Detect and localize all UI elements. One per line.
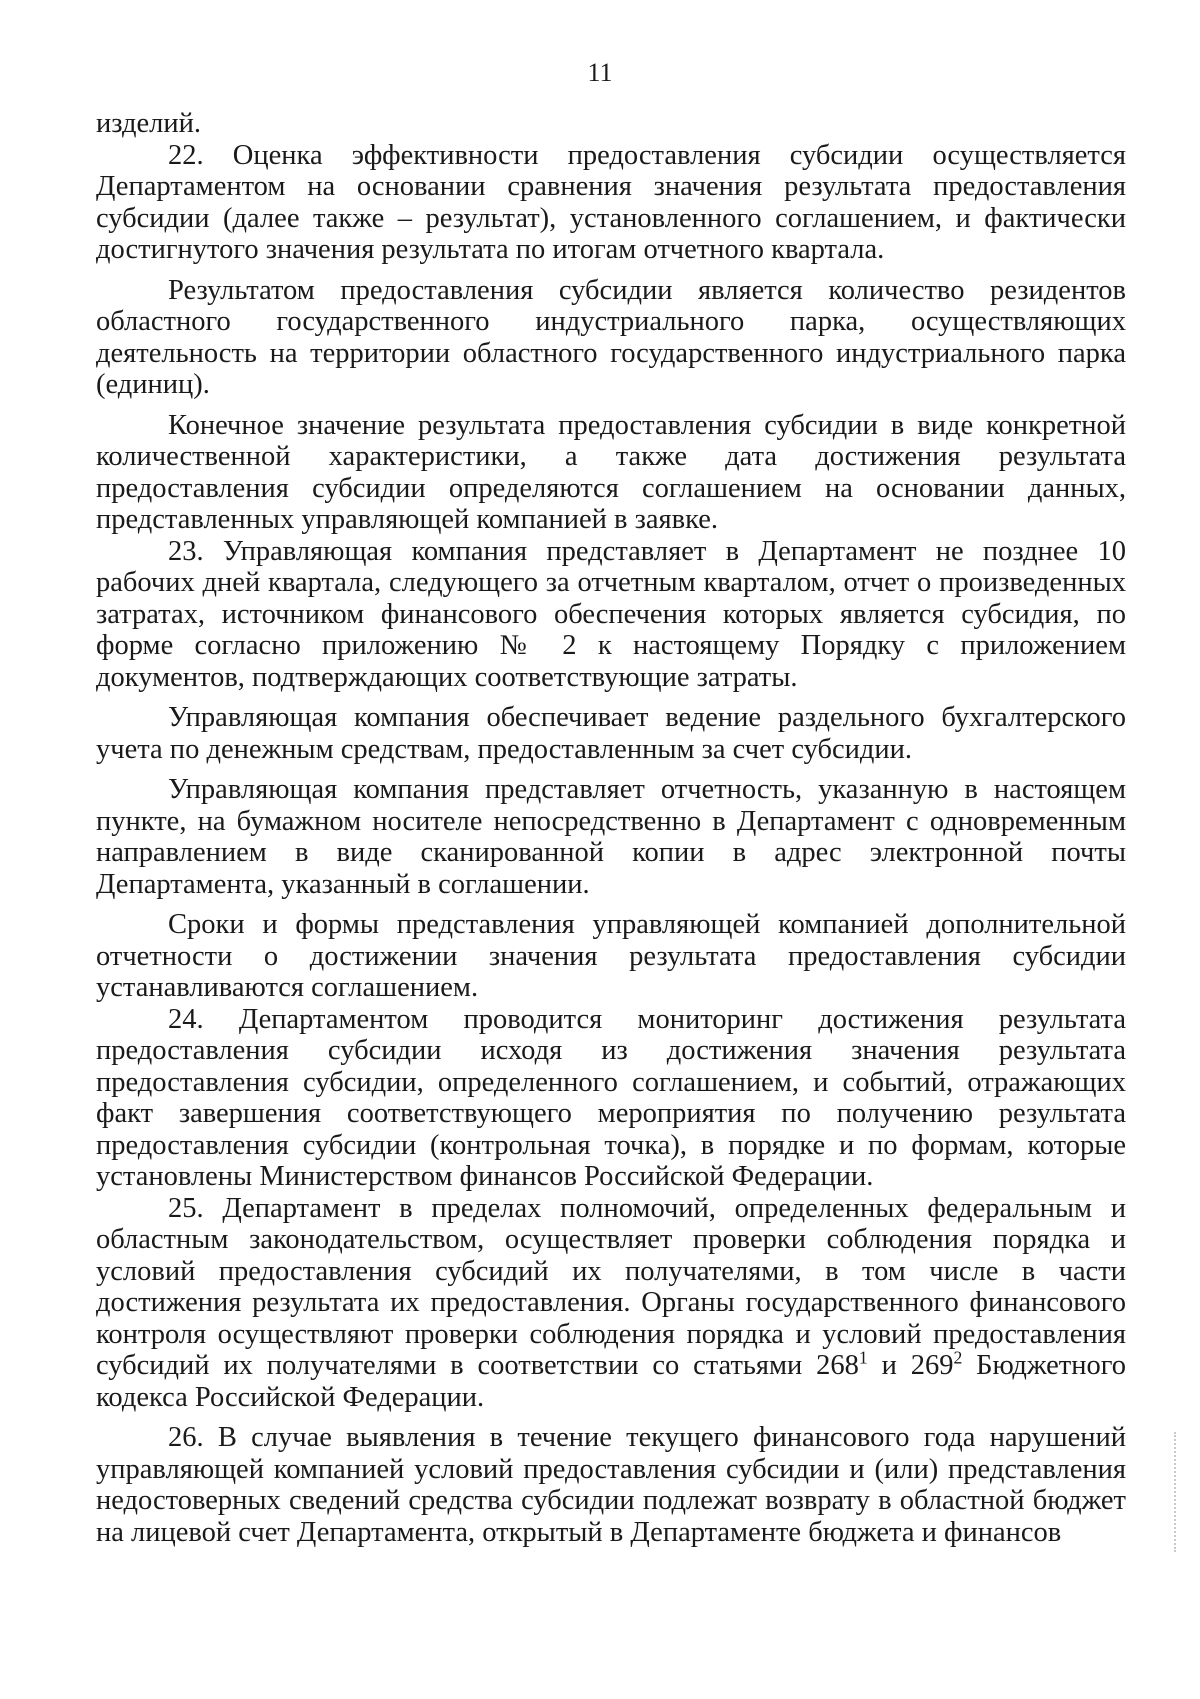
- paragraph-25-text-a: 25. Департамент в пределах полномочий, определенных федеральным и областным законодательством, осуществляет проверки соблюдения порядка и условий предоставления субсидий их получателями, в том числе в части достижения результата их предоставления. Органы государственного финансового контроля осуществляют проверки соблюдения порядка и условий предоставления субсидий их получателями в соответствии со статьями 268: [96, 1192, 1126, 1381]
- paragraph-23: 23. Управляющая компания представляет в Департамент не позднее 10 рабочих дней квартала, следующего за отчетным кварталом, отчет о произведенных затратах, источником финансового обеспечения которых является субсидия, по форме согласно приложению № 2 к настоящему Порядку с приложением документов, подтверждающих соответствующие затраты.: [96, 535, 1126, 693]
- paragraph-continuation: изделий.: [96, 108, 201, 139]
- paragraph-25-text-b: и 269: [867, 1350, 954, 1381]
- paragraph-26: 26. В случае выявления в течение текущего финансового года нарушений управляющей компанией условий предоставления субсидии и (или) представления недостоверных сведений средства субсидии подлежат возврату в областной бюджет на лицевой счет Департамента, открытый в Департаменте бюджета и финансов: [96, 1422, 1126, 1548]
- superscript-1: 1: [858, 1347, 868, 1368]
- document-body: [96, 108, 1126, 1548]
- paragraph-23-accounting: Управляющая компания обеспечивает ведение раздельного бухгалтерского учета по денежным средствам, предоставленным за счет субсидии.: [96, 702, 1126, 765]
- scan-edge-mark: [1174, 1432, 1178, 1552]
- paragraph-25-text-c: Бюджетного кодекса Российской Федерации.: [96, 1350, 1126, 1413]
- paragraph-22-result: Результатом предоставления субсидии является количество резидентов областного государственного индустриального парка, осуществляющих деятельность на территории областного государственного индустриального парка (единиц).: [96, 274, 1126, 400]
- paragraph-25: [96, 1193, 1126, 1414]
- superscript-2: 2: [953, 1347, 963, 1368]
- paragraph-22: 22. Оценка эффективности предоставления субсидии осуществляется Департаментом на основании сравнения значения результата предоставления субсидии (далее также – результат), установленного соглашением, и фактически достигнутого значения результата по итогам отчетного квартала.: [96, 139, 1126, 265]
- paragraph-23-terms: Сроки и формы представления управляющей компанией дополнительной отчетности о достижении значения результата предоставления субсидии устанавливаются соглашением.: [96, 909, 1126, 1003]
- paragraph-23-reporting: Управляющая компания представляет отчетность, указанную в настоящем пункте, на бумажном носителе непосредственно в Департамент с одновременным направлением в виде сканированной копии в адрес электронной почты Департамента, указанный в соглашении.: [96, 774, 1126, 900]
- paragraph-24: 24. Департаментом проводится мониторинг достижения результата предоставления субсидии исходя из достижения значения результата предоставления субсидии, определенного соглашением, и событий, отражающих факт завершения соответствующего мероприятия по получению результата предоставления субсидии (контрольная точка), в порядке и по формам, которые установлены Министерством финансов Российской Федерации.: [96, 1003, 1126, 1192]
- paragraph-22-final-value: Конечное значение результата предоставления субсидии в виде конкретной количественной характеристики, а также дата достижения результата предоставления субсидии определяются соглашением на основании данных, представленных управляющей компанией в заявке.: [96, 409, 1126, 535]
- page-number: 11: [587, 58, 613, 87]
